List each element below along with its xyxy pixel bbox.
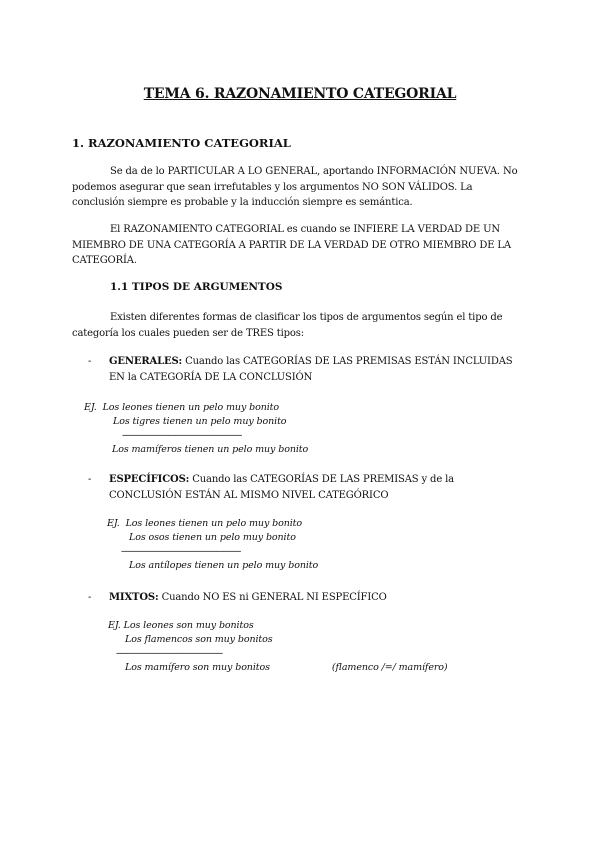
list-dash: - (88, 356, 92, 367)
premise-1: Los leones tienen un pelo muy bonito (102, 402, 280, 413)
separator-line: ------------------------------------------------------ (122, 430, 242, 441)
section-heading-1-1: 1.1 TIPOS DE ARGUMENTOS (110, 281, 283, 293)
conclusion: Los mamífero son muy bonitos (125, 662, 270, 673)
premise-2: Los osos tienen un pelo muy bonito (129, 532, 296, 543)
page-title: TEMA 6. RAZONAMIENTO CATEGORIAL (143, 86, 457, 102)
type-label: MIXTOS: (109, 592, 159, 603)
separator-line: ------------------------------------------------------ (121, 546, 241, 557)
example-note: (flamenco /=/ mamífero) (331, 662, 448, 673)
conclusion: Los antílopes tienen un pelo muy bonito (129, 560, 319, 571)
example-prefix: EJ. (108, 620, 121, 631)
example-prefix: EJ. (107, 518, 120, 529)
section-heading-1: 1. RAZONAMIENTO CATEGORIAL (72, 136, 291, 150)
premise-2: Los flamencos son muy bonitos (125, 634, 273, 645)
type-description: Cuando NO ES ni GENERAL NI ESPECÍFICO (161, 592, 387, 603)
example-especificos (107, 517, 318, 573)
premise-1: Los leones tienen un pelo muy bonito (125, 518, 303, 529)
paragraph-2: El RAZONAMIENTO CATEGORIAL es cuando se INFIERE LA VERDAD DE UN MIEMBRO DE UNA CATEGORÍA A PARTIR DE LA VERDAD DE OTRO MIEMBRO DE LA CATEGORÍA. (72, 224, 511, 266)
type-description: Cuando las CATEGORÍAS DE LAS PREMISAS y de la CONCLUSIÓN ESTÁN AL MISMO NIVEL CATEGÓRICO (109, 474, 454, 501)
list-item-especificos (88, 472, 528, 503)
list-item-generales (88, 354, 528, 385)
type-description: Cuando las CATEGORÍAS DE LAS PREMISAS ESTÁN INCLUIDAS EN la CATEGORÍA DE LA CONCLUSIÓN (109, 356, 513, 383)
example-mixtos (108, 619, 448, 675)
premise-1: Los leones son muy bonitos (123, 620, 254, 631)
example-prefix: EJ. (84, 402, 97, 413)
conclusion: Los mamíferos tienen un pelo muy bonito (112, 444, 309, 455)
list-dash: - (88, 592, 92, 603)
list-item-mixtos (88, 590, 528, 606)
paragraph-intro: Existen diferentes formas de clasificar los tipos de argumentos según el tipo de categoría los cuales pueden ser de TRES tipos: (72, 312, 503, 339)
example-generales (84, 401, 308, 457)
list-dash: - (88, 474, 92, 485)
separator-line: ------------------------------------------------ (116, 648, 223, 659)
type-label: GENERALES: (109, 356, 183, 367)
premise-2: Los tigres tienen un pelo muy bonito (113, 416, 287, 427)
type-label: ESPECÍFICOS: (109, 474, 190, 485)
paragraph-1: Se da de lo PARTICULAR A LO GENERAL, aportando INFORMACIÓN NUEVA. No podemos asegurar que sean irrefutables y los argumentos NO SON VÁLIDOS. La conclusión siempre es probable y la inducción siempre es semántica. (72, 166, 518, 208)
